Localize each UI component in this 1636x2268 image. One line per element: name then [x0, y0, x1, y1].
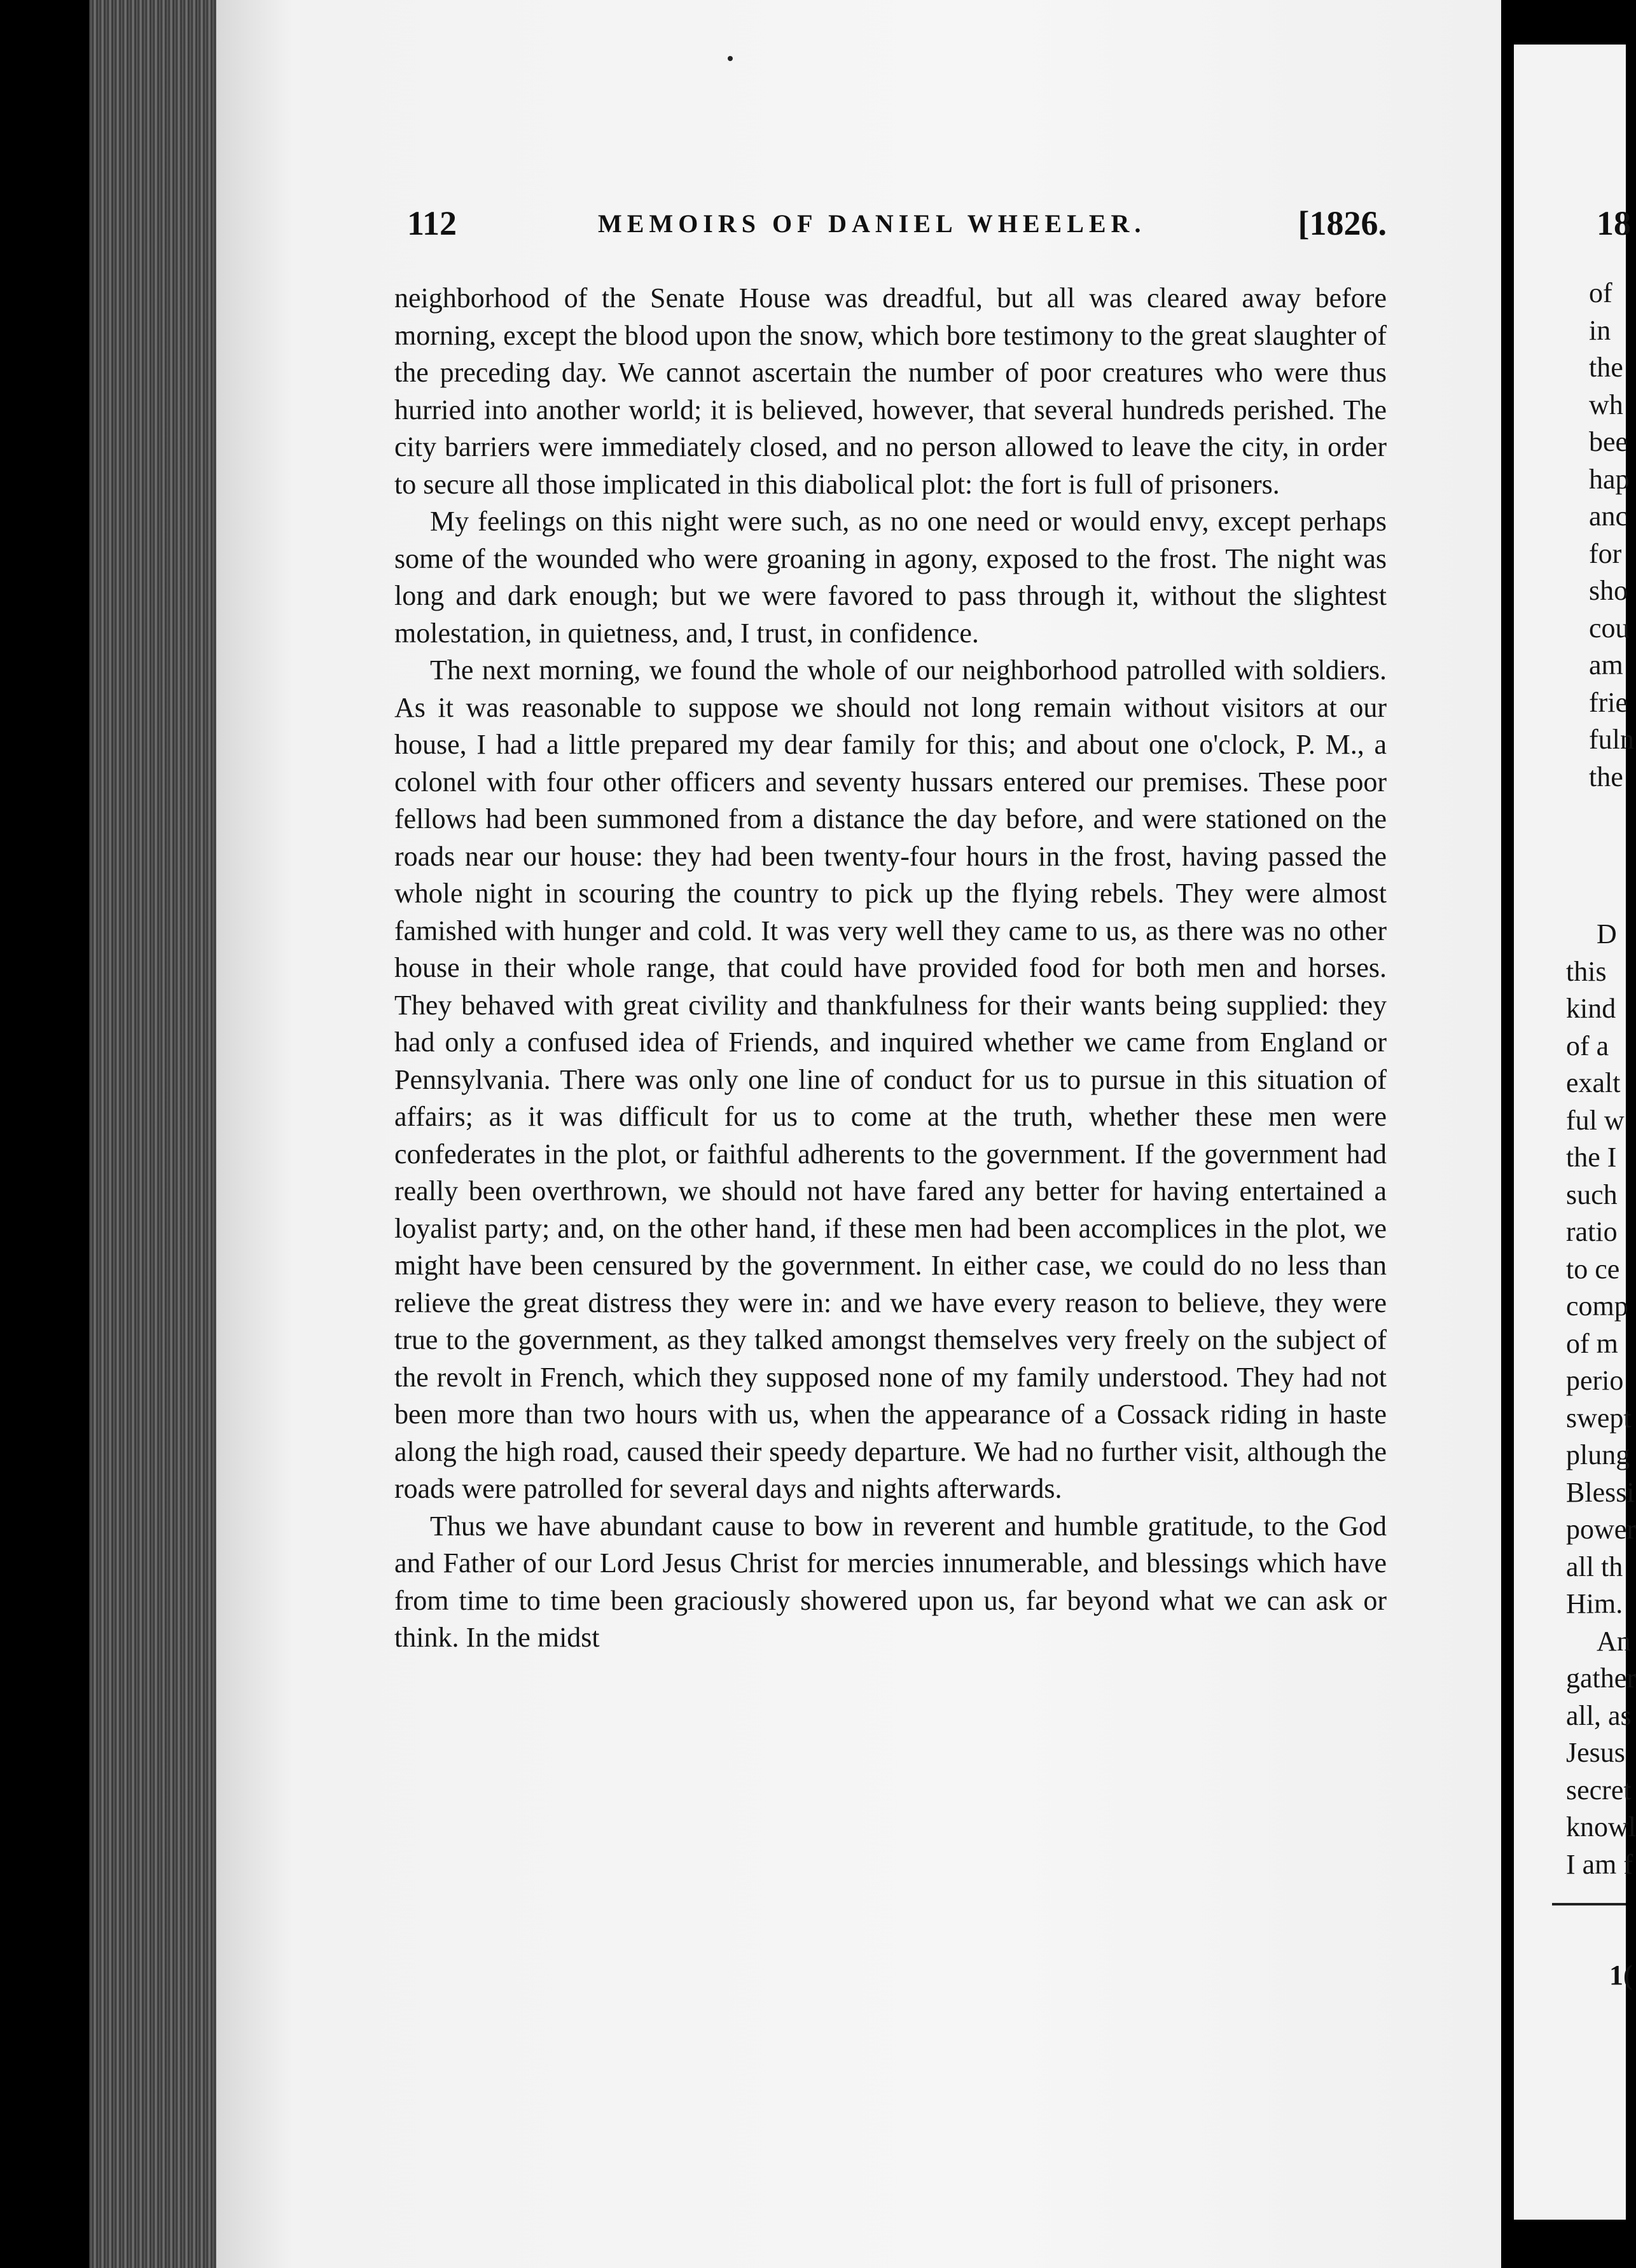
- right-page-line: secret: [1566, 1774, 1632, 1806]
- right-page-line: cou: [1589, 612, 1630, 644]
- footnote-rule: [1552, 1903, 1626, 1905]
- right-page-line: to ce: [1566, 1253, 1620, 1285]
- right-page-footer-fragment: 1(: [1609, 1960, 1633, 1991]
- right-page-line: ratio: [1566, 1216, 1618, 1247]
- right-page-line: this: [1566, 955, 1607, 987]
- right-page-line: D: [1597, 918, 1617, 950]
- speck: [728, 56, 733, 61]
- right-page-line: exalt: [1566, 1067, 1621, 1098]
- paragraph: My feelings on this night were such, as no one need or would envy, except perhaps some of the wounded who were groaning in agony, exposed to the frost. The night was long and dark enough; but we were favored to pass through it, without the slightest molestation, in quietness, and, I trust, in confidence.: [394, 506, 1387, 649]
- page-number: 112: [407, 204, 457, 242]
- right-page-line: hap: [1589, 463, 1630, 495]
- right-page-line: of: [1589, 277, 1612, 308]
- right-page-line: wh: [1589, 389, 1623, 420]
- right-page-line: Blessi: [1566, 1476, 1635, 1508]
- right-page-line: of m: [1566, 1327, 1618, 1359]
- right-page-line: Him.: [1566, 1588, 1623, 1619]
- right-page-line: knowl: [1566, 1811, 1636, 1843]
- right-page-line: power: [1566, 1514, 1636, 1545]
- paragraph: The next morning, we found the whole of our neighborhood patrolled with soldiers. As it was reasonable to suppose we should not long remain without visitors at our house, I had a little prepared my dear family for this; and about one o'clock, P. M., a colonel with four other officers and seventy hussars entered our premises. These poor fellows had been summoned from a distance the day before, and were stationed on the roads near our house: they had been twenty-four hours in the frost, having passed the whole night in scouring the country to pick up the flying rebels. They were almost famished with hunger and cold. It was very well they came to us, as there was no other house in their whole range, that could have provided food for both men and horses. They behaved with great civility and thankfulness for their wants being supplied: they had only a confused idea of Friends, and inquired whether we came from England or Pennsylvania. There was only one line of conduct for us to pursue in this situation of affairs; as it was difficult for us to come at the truth, whether these men were confederates in the plot, or faithful adherents to the government. If the government had really been overthrown, we should not have fared any better for having entertained a loyalist party; and, on the other hand, if these men had been accomplices in the plot, we might have been censured by the government. In either case, we could do no less than relieve the great distress they were in: and we have every reason to believe, they were true to the government, as they talked amongst themselves very freely on the subject of the revolt in French, which they supposed none of my family understood. They had not been more than two hours with us, when the appearance of a Cossack riding in haste along the high road, caused their speedy departure. We had no further visit, although the roads were patrolled for several days and nights afterwards.: [394, 654, 1387, 1504]
- right-page-line: Jesus: [1566, 1737, 1625, 1768]
- right-page-line: the: [1589, 352, 1623, 383]
- right-page-line: sho: [1589, 575, 1628, 606]
- right-page-line: An: [1597, 1625, 1631, 1657]
- right-page-line: of a: [1566, 1030, 1609, 1061]
- page-header: [407, 204, 1387, 254]
- right-page-line: comp: [1566, 1290, 1628, 1322]
- right-page-line: I am f: [1566, 1848, 1633, 1880]
- right-page-line: bee: [1589, 426, 1628, 457]
- right-page-line: all th: [1566, 1551, 1623, 1582]
- right-page-line: plung: [1566, 1439, 1630, 1470]
- right-page-line: swept: [1566, 1402, 1632, 1434]
- paragraph: Thus we have abundant cause to bow in reverent and humble gratitude, to the God and Father of our Lord Jesus Christ for mercies innumerable, and blessings which have from time to time been graciously showered upon us, far beyond what we can ask or think. In the midst: [394, 1510, 1387, 1653]
- right-page-line: all, as: [1566, 1699, 1632, 1731]
- right-page-line: the I: [1566, 1142, 1617, 1173]
- page-body: [394, 280, 1387, 1657]
- right-page-line: ful w: [1566, 1104, 1625, 1136]
- right-page-line: perio: [1566, 1365, 1624, 1396]
- right-page-line: gather: [1566, 1663, 1636, 1694]
- right-page-line: for: [1589, 537, 1622, 569]
- right-page-line: am: [1589, 649, 1623, 681]
- paragraph: neighborhood of the Senate House was dreadful, but all was cleared away before morning, except the blood upon the snow, which bore testimony to the great slaughter of the preceding day. We cannot ascertain the number of poor creatures who were thus hurried into another world; it is believed, however, that several hundreds perished. The city barriers were immediately closed, and no person allowed to leave the city, in order to secure all those implicated in this diabolical plot: the fort is full of prisoners.: [394, 282, 1387, 500]
- header-year: [1826.: [1298, 204, 1387, 242]
- right-page-line: in: [1589, 314, 1611, 346]
- right-page-line: the: [1589, 761, 1623, 792]
- running-title: MEMOIRS OF DANIEL WHEELER.: [598, 209, 1146, 238]
- right-page-header-fragment: 18: [1597, 204, 1631, 242]
- right-page-line: anc: [1589, 501, 1628, 532]
- right-page-line: kind: [1566, 993, 1616, 1024]
- right-page-line: frie: [1589, 686, 1628, 718]
- book-gutter-edge: [89, 0, 235, 2268]
- right-page-line: such: [1566, 1179, 1618, 1210]
- right-page-line: fuln: [1589, 724, 1634, 755]
